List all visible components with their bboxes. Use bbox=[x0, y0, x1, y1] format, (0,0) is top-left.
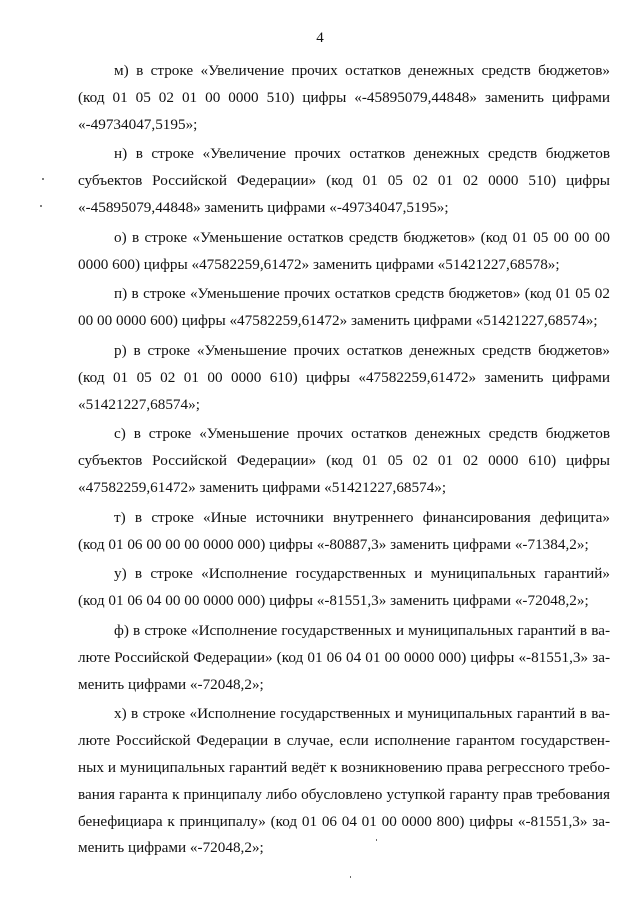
text-line: (код 01 05 02 01 00 0000 510) цифры «-45895079,44848» заменить цифрами bbox=[78, 88, 610, 106]
text-line: т) в строке «Иные источники внутреннего финансирования дефицита» bbox=[114, 508, 610, 526]
text-line: х) в строке «Исполнение государственных и муниципальных гарантий в ва- bbox=[114, 705, 610, 723]
text-line: м) в строке «Увеличение прочих остатков денежных средств бюджетов» bbox=[114, 62, 610, 79]
paragraph-s bbox=[78, 421, 610, 501]
paragraph-p bbox=[78, 281, 610, 335]
text-line: ных и муниципальных гарантий ведёт к возникновению права регрессного требо- bbox=[78, 758, 610, 776]
scan-speck bbox=[376, 839, 377, 841]
text-line: (код 01 06 04 00 00 0000 000) цифры «-81551,3» заменить цифрами «-72048,2»; bbox=[78, 592, 589, 610]
text-line: (код 01 05 02 01 00 0000 610) цифры «47582259,61472» заменить цифрами bbox=[78, 368, 610, 386]
text-line: вания гаранта к принципалу либо обусловлено уступкой гаранту прав требования bbox=[78, 785, 610, 803]
text-line: ф) в строке «Исполнение государственных и муниципальных гарантий в ва- bbox=[114, 621, 610, 639]
text-line: субъектов Российской Федерации» (код 01 05 02 01 02 0000 510) цифры bbox=[78, 172, 610, 190]
text-line: бенефициара к принципалу» (код 01 06 04 01 00 0000 800) цифры «-81551,3» за- bbox=[78, 812, 610, 830]
paragraph-o bbox=[78, 225, 610, 279]
paragraph-r bbox=[78, 338, 610, 418]
text-line: 00 00 0000 600) цифры «47582259,61472» заменить цифрами «51421227,68574»; bbox=[78, 312, 598, 330]
paragraph-h bbox=[78, 701, 610, 862]
text-line: р) в строке «Уменьшение прочих остатков денежных средств бюджетов» bbox=[114, 341, 610, 359]
paragraph-u bbox=[78, 561, 610, 615]
text-line: «47582259,61472» заменить цифрами «51421227,68574»; bbox=[78, 478, 447, 496]
page-number: 4 bbox=[316, 30, 324, 46]
text-line: субъектов Российской Федерации» (код 01 05 02 01 02 0000 610) цифры bbox=[78, 452, 610, 470]
text-line: (код 01 06 00 00 00 0000 000) цифры «-80887,3» заменить цифрами «-71384,2»; bbox=[78, 535, 589, 553]
text-line: люте Российской Федерации в случае, если исполнение гарантом государствен- bbox=[78, 732, 610, 750]
scan-speck bbox=[350, 876, 351, 878]
text-line: п) в строке «Уменьшение прочих остатков средств бюджетов» (код 01 05 02 bbox=[114, 285, 610, 303]
paragraph-m bbox=[78, 58, 610, 138]
paragraph-t bbox=[78, 505, 610, 559]
paragraph-n bbox=[78, 141, 610, 221]
text-line: у) в строке «Исполнение государственных и муниципальных гарантий» bbox=[114, 565, 610, 583]
text-line: «-49734047,5195»; bbox=[78, 115, 198, 133]
text-line: менить цифрами «-72048,2»; bbox=[78, 839, 264, 857]
scan-speck bbox=[42, 178, 44, 180]
text-line: н) в строке «Увеличение прочих остатков денежных средств бюджетов bbox=[114, 145, 610, 163]
document-body bbox=[78, 58, 610, 865]
text-line: «-45895079,44848» заменить цифрами «-49734047,5195»; bbox=[78, 198, 449, 216]
text-line: менить цифрами «-72048,2»; bbox=[78, 675, 264, 693]
text-line: с) в строке «Уменьшение прочих остатков денежных средств бюджетов bbox=[114, 425, 610, 443]
paragraph-f bbox=[78, 618, 610, 698]
text-line: о) в строке «Уменьшение остатков средств бюджетов» (код 01 05 00 00 00 bbox=[114, 228, 610, 246]
text-line: 0000 600) цифры «47582259,61472» заменить цифрами «51421227,68578»; bbox=[78, 255, 560, 273]
scan-speck bbox=[40, 205, 42, 207]
text-line: «51421227,68574»; bbox=[78, 395, 200, 413]
text-line: люте Российской Федерации» (код 01 06 04 01 00 0000 000) цифры «-81551,3» за- bbox=[78, 648, 610, 666]
